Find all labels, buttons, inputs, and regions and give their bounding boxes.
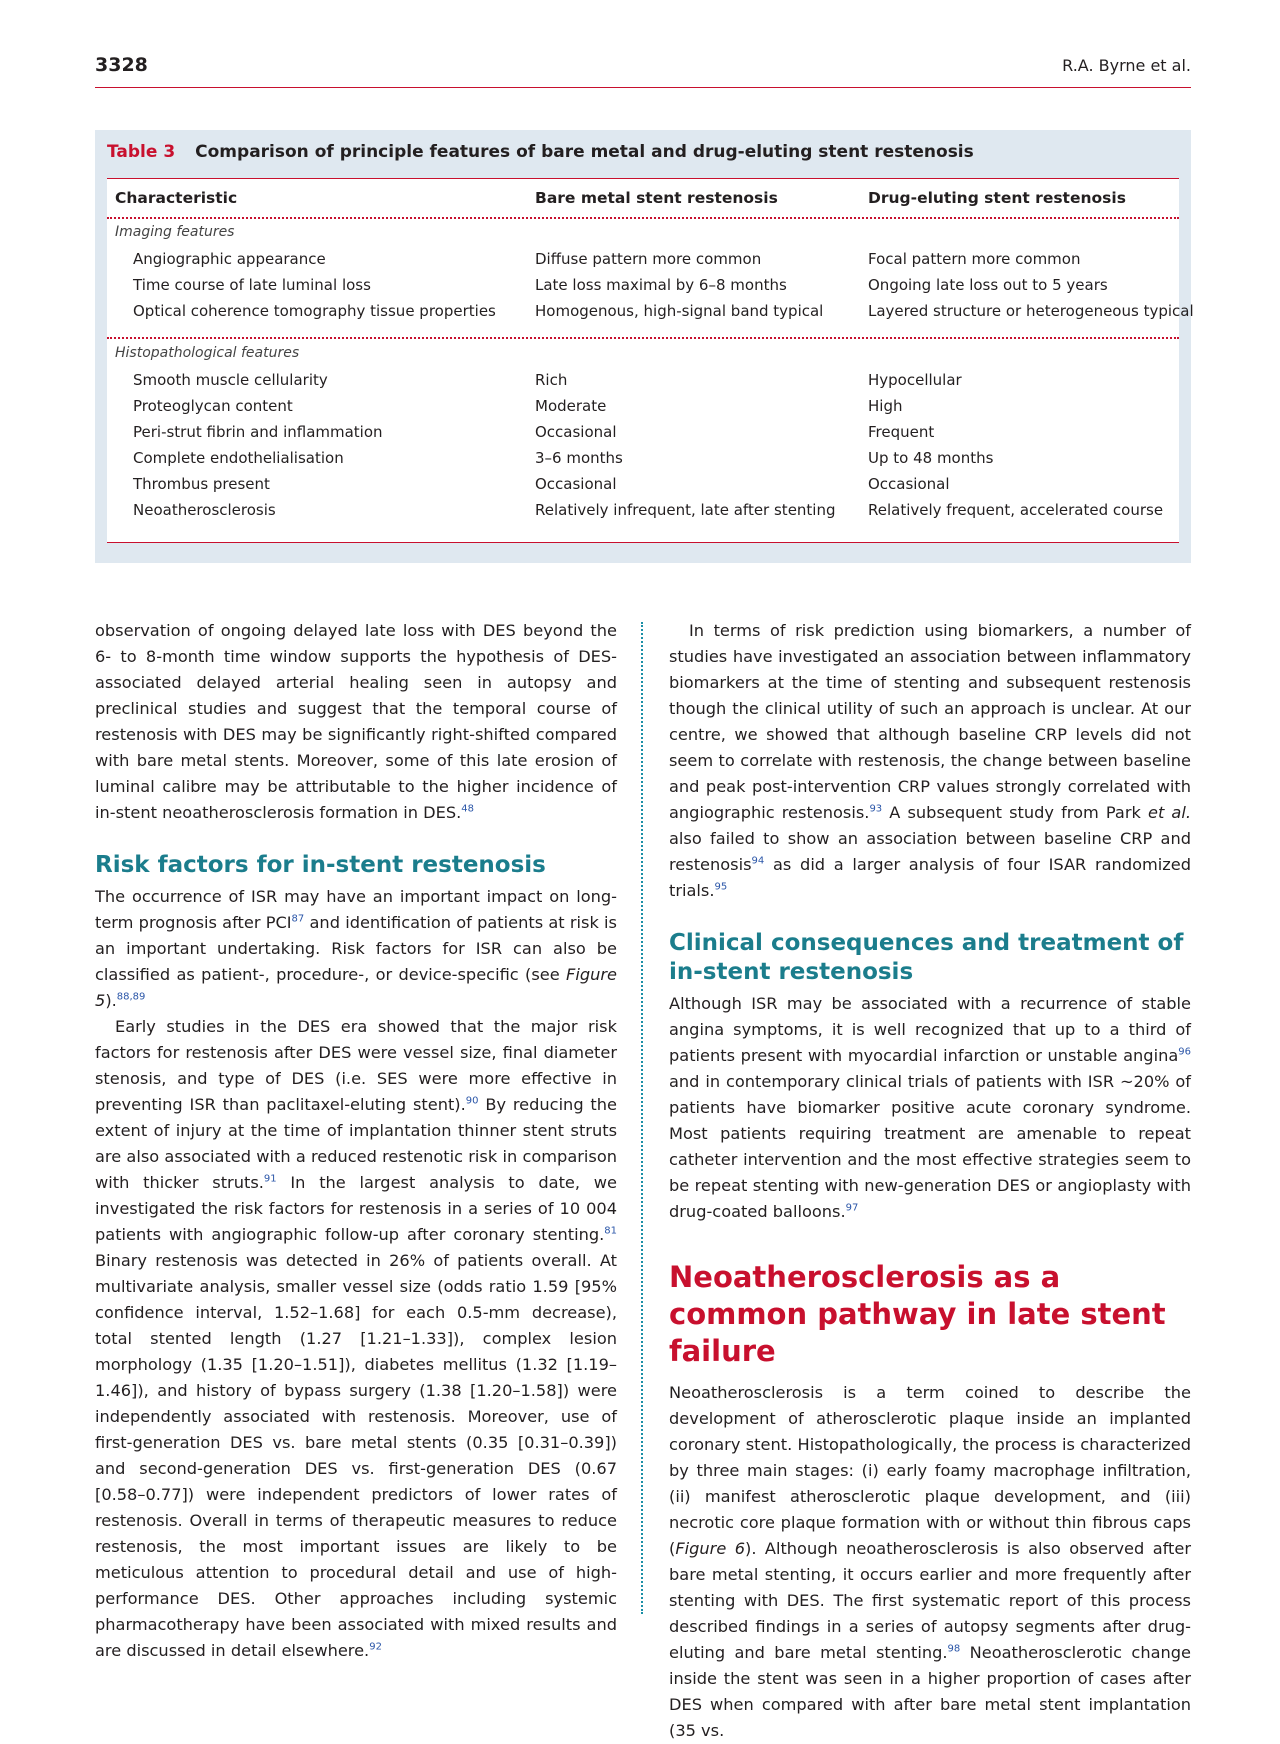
reference-link[interactable]: 94 — [751, 855, 765, 867]
table-row — [107, 250, 1179, 276]
figure-link[interactable]: Figure 6 — [675, 1539, 745, 1558]
table-cell: Neoatherosclerosis — [133, 501, 276, 519]
reference-link[interactable]: 48 — [461, 803, 474, 815]
table-cell: Relatively infrequent, late after stenting — [535, 501, 836, 519]
reference-link[interactable]: 88,89 — [116, 991, 146, 1003]
table-cell: Complete endothelialisation — [133, 449, 344, 467]
table-cell: Occasional — [535, 475, 617, 493]
table-body — [107, 178, 1194, 543]
reference-link[interactable]: 96 — [1178, 1046, 1191, 1058]
section-heading-clinical-consequences: Clinical consequences and treatment of in-stent restenosis — [669, 930, 1184, 985]
table-cell: Frequent — [868, 423, 935, 441]
table-cell: Peri-strut fibrin and inflammation — [133, 423, 383, 441]
column-header: Bare metal stent restenosis — [535, 189, 778, 207]
table-section-heading: Histopathological features — [115, 345, 300, 361]
table-row — [107, 276, 1179, 302]
reference-link[interactable]: 90 — [465, 1095, 479, 1107]
paragraph: Neoatherosclerosis is a term coined to describe the development of atherosclerotic plaque inside an implanted coronary stent. Histopathologically, the process is characterized by three main stages: (i) early foamy macrophage infiltration, (ii) manifest atherosclerotic plaque development, and (iii) necrotic core plaque formation with or without thin fibrous caps (Figure 6). Although neoatherosclerosis is also observed after bare metal stenting, it occurs earlier and more frequently after stenting with DES. The first systematic report of this process described findings in a series of autopsy segments after drug-eluting and bare metal stenting.$^{98}$ Neoatherosclerotic change inside the stent was seen in a higher proportion of cases after DES when compared with after bare metal stent implantation (35 vs. — [669, 1383, 1191, 1740]
table-row — [107, 475, 1179, 501]
section-heading-neoatherosclerosis: Neoatherosclerosis as a common pathway in late stent failure — [669, 1260, 1166, 1368]
paragraph: Although ISR may be associated with a recurrence of stable angina symptoms, it is well recognized that up to a third of patients present with myocardial infarction or unstable angina$^{96}$ and in contemporary clinical trials of patients with ISR ~20% of patients have biomarker positive acute coronary syndrome. Most patients requiring treatment are amenable to repeat catheter intervention and the most effective strategies seem to be repeat stenting with new-generation DES or angioplasty with drug-coated balloons.$^{97}$ — [669, 994, 1191, 1221]
table-cell: Relatively frequent, accelerated course — [868, 501, 1164, 519]
reference-link[interactable]: 81 — [604, 1225, 617, 1237]
table-3 — [95, 130, 1194, 563]
table-cell: 3–6 months — [535, 449, 623, 467]
table-divider — [107, 337, 1179, 339]
table-cell: Occasional — [535, 423, 617, 441]
running-head: R.A. Byrne et al. — [1062, 56, 1191, 75]
table-divider — [107, 217, 1179, 219]
table-cell: Smooth muscle cellularity — [133, 371, 328, 389]
table-row — [107, 423, 1179, 449]
page-number: 3328 — [95, 54, 148, 76]
table-cell: Moderate — [535, 397, 607, 415]
reference-link[interactable]: 93 — [869, 803, 883, 815]
table-cell: Hypocellular — [868, 371, 962, 389]
table-cell: Angiographic appearance — [133, 250, 326, 268]
table-cell: Ongoing late loss out to 5 years — [868, 276, 1108, 294]
paragraph: In terms of risk prediction using biomarkers, a number of studies have investigated an association between inflammatory biomarkers at the time of stenting and subsequent restenosis though the clinical utility of such an approach is unclear. At our centre, we showed that although baseline CRP levels did not seem to correlate with restenosis, the change between baseline and peak post-intervention CRP values strongly correlated with angiographic restenosis.$^{93}$ A subsequent study from Park et al. also failed to show an association between baseline CRP and restenosis$^{94}$ as did a larger analysis of four ISAR randomized trials.$^{95}$ — [669, 621, 1191, 900]
table-cell: Late loss maximal by 6–8 months — [535, 276, 787, 294]
table-row — [107, 302, 1194, 328]
table-caption — [107, 142, 974, 162]
reference-link[interactable]: 92 — [369, 1641, 382, 1653]
section-heading-risk-factors: Risk factors for in-stent restenosis — [95, 852, 546, 878]
table-cell: Homogenous, high-signal band typical — [535, 302, 824, 320]
table-cell: Optical coherence tomography tissue properties — [133, 302, 496, 320]
column-divider — [641, 622, 643, 1614]
table-row — [107, 501, 1179, 527]
paragraph: observation of ongoing delayed late loss with DES beyond the 6- to 8-month time window supports the hypothesis of DES-associated delayed arterial healing seen in autopsy and preclinical studies and suggest that the temporal course of restenosis with DES may be significantly right-shifted compared with bare metal stents. Moreover, some of this late erosion of luminal calibre may be attributable to the higher incidence of in-stent neoatherosclerosis formation in DES.$^{48}$ — [95, 621, 617, 822]
right-column — [669, 618, 1191, 1744]
figure-link[interactable]: Figure 5 — [95, 965, 617, 1010]
reference-link[interactable]: 97 — [845, 1202, 859, 1214]
table-cell: Occasional — [868, 475, 950, 493]
column-header: Characteristic — [115, 189, 238, 207]
column-header: Drug-eluting stent restenosis — [868, 189, 1126, 207]
table-row — [107, 449, 1179, 475]
table-cell: Focal pattern more common — [868, 250, 1081, 268]
table-cell: Thrombus present — [133, 475, 270, 493]
table-title: Comparison of principle features of bare metal and drug-eluting stent restenosis — [195, 142, 974, 162]
reference-link[interactable]: 87 — [291, 913, 305, 925]
reference-link[interactable]: 95 — [714, 881, 728, 893]
table-cell: High — [868, 397, 903, 415]
reference-link[interactable]: 91 — [263, 1173, 277, 1185]
table-cell: Layered structure or heterogeneous typical — [868, 302, 1194, 320]
table-row — [107, 397, 1179, 423]
table-cell: Up to 48 months — [868, 449, 994, 467]
table-section-heading: Imaging features — [115, 224, 235, 240]
paragraph: Early studies in the DES era showed that the major risk factors for restenosis after DES were vessel size, final diameter stenosis, and type of DES (i.e. SES were more effective in preventing ISR than paclitaxel-eluting stent).$^{90}$ By reducing the extent of injury at the time of implantation thinner stent struts are also associated with a reduced restenotic risk in comparison with thicker struts.$^{91}$ In the largest analysis to date, we investigated the risk factors for restenosis in a series of 10 004 patients with angiographic follow-up after coronary stenting.$^{81}$ Binary restenosis was detected in 26% of patients overall. At multivariate analysis, smaller vessel size (odds ratio 1.59 [95% confidence interval, 1.52–1.68] for each 0.5-mm decrease), total stented length (1.27 [1.21–1.33]), complex lesion morphology (1.35 [1.20–1.51]), diabetes mellitus (1.32 [1.19–1.46]), and history of bypass surgery (1.38 [1.20–1.58]) were independently associated with restenosis. Moreover, use of first-generation DES vs. bare metal stents (0.35 [0.31–0.39]) and second-generation DES vs. first-generation DES (0.67 [0.58–0.77]) were independent predictors of lower rates of restenosis. Overall in terms of therapeutic measures to reduce restenosis, the most important issues are likely to be meticulous attention to procedural detail and use of high-performance DES. Other approaches including systemic pharmacotherapy have been associated with mixed results and are discussed in detail elsewhere.$^{92}$ — [95, 1017, 617, 1660]
reference-link[interactable]: 98 — [947, 1643, 961, 1655]
paragraph: The occurrence of ISR may have an important impact on long-term prognosis after PCI$^{87}$ and identification of patients at risk is an important undertaking. Risk factors for ISR can also be classified as patient-, procedure-, or device-specific (see Figure 5).$^{88,89}$ — [95, 887, 617, 1010]
table-cell: Diffuse pattern more common — [535, 250, 762, 268]
page-header — [95, 54, 1191, 88]
table-label: Table 3 — [107, 142, 176, 162]
table-cell: Rich — [535, 371, 568, 389]
table-cell: Time course of late luminal loss — [133, 276, 371, 294]
left-column — [95, 618, 617, 1664]
table-cell: Proteoglycan content — [133, 397, 293, 415]
table-row — [107, 371, 1179, 397]
